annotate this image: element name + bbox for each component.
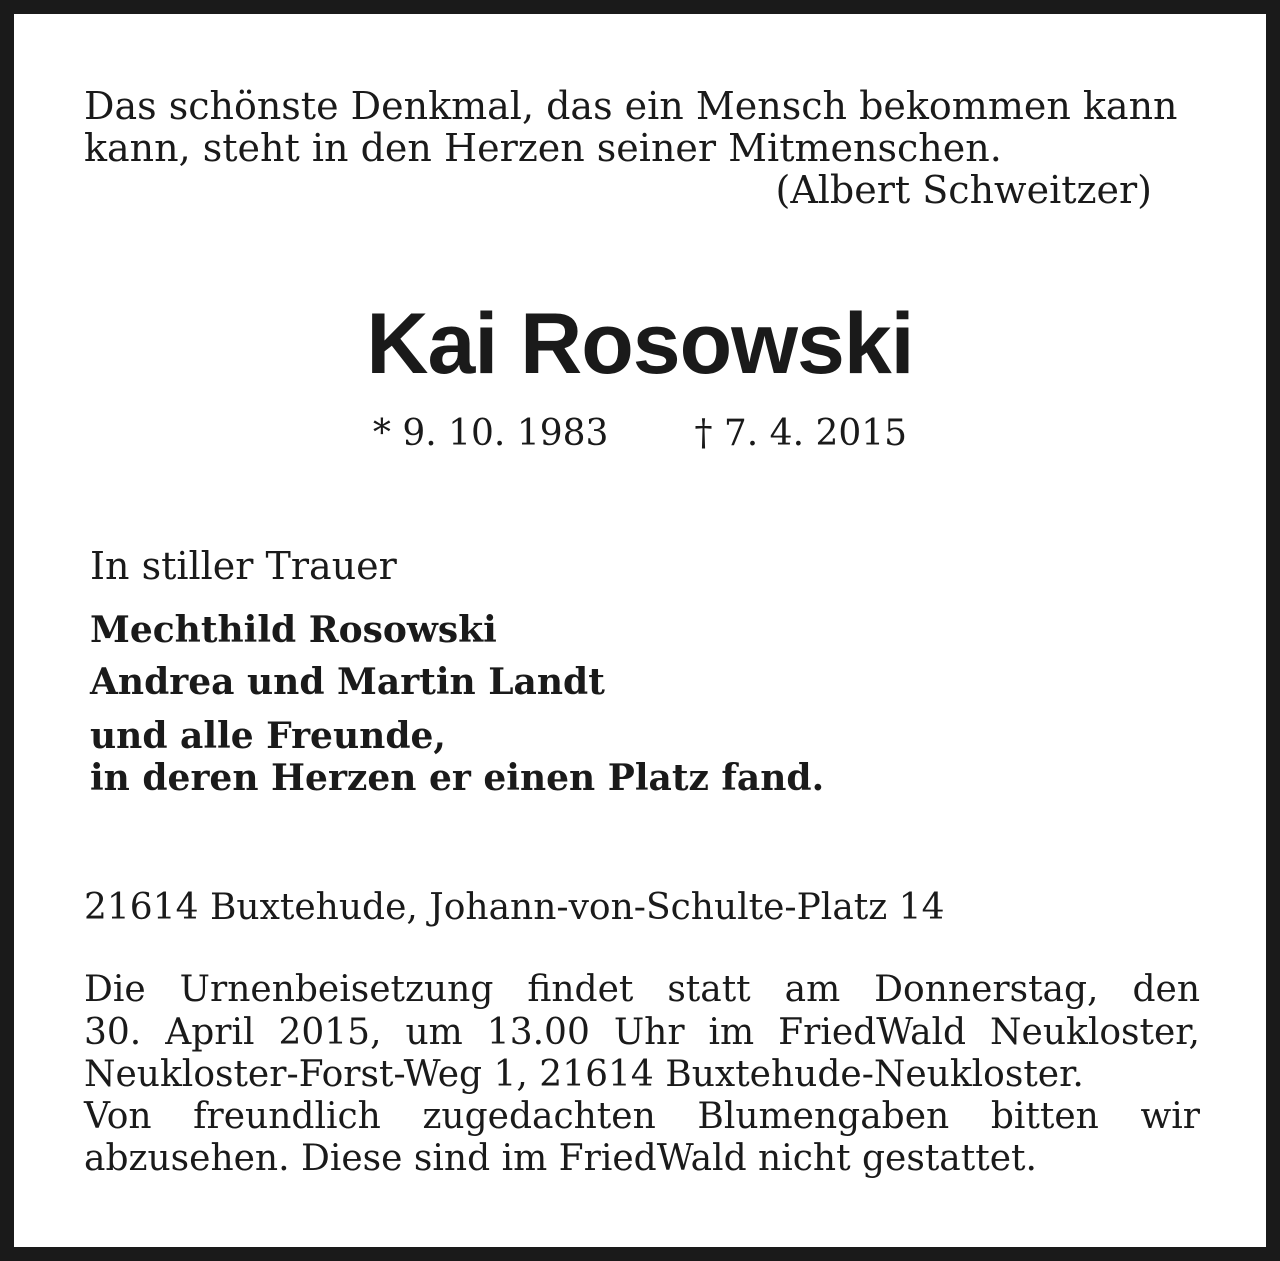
deceased-name: Kai Rosowski (366, 296, 914, 392)
mourner-name: Andrea und Martin Landt (90, 661, 605, 703)
mourner-name: in deren Herzen er einen Platz fand. (90, 757, 825, 799)
quote-author: (Albert Schweitzer) (775, 168, 1152, 212)
birth-date: * 9. 10. 1983 (372, 413, 609, 454)
mourner-name: Mechthild Rosowski (90, 609, 497, 651)
mourner-name: und alle Freunde, (90, 715, 446, 757)
mourning-intro: In stiller Trauer (90, 544, 397, 588)
funeral-text-line: 30. April 2015, um 13.00 Uhr im FriedWald Neukloster, (84, 1012, 1200, 1053)
funeral-text-line: Die Urnenbeisetzung findet statt am Donnerstag, den (84, 969, 1200, 1010)
funeral-text-line: abzusehen. Diese sind im FriedWald nicht gestattet. (84, 1138, 1037, 1179)
funeral-text-line: Von freundlich zugedachten Blumengaben bitten wir (84, 1096, 1200, 1137)
death-date: † 7. 4. 2015 (694, 413, 908, 454)
family-address: 21614 Buxtehude, Johann-von-Schulte-Platz 14 (84, 887, 945, 928)
funeral-text-line: Neukloster-Forst-Weg 1, 21614 Buxtehude-Neukloster. (84, 1054, 1084, 1095)
quote-line-1: Das schönste Denkmal, das ein Mensch bekommen kann (84, 84, 1178, 128)
quote-line-2: kann, steht in den Herzen seiner Mitmenschen. (84, 126, 1002, 170)
life-dates (14, 412, 1266, 456)
